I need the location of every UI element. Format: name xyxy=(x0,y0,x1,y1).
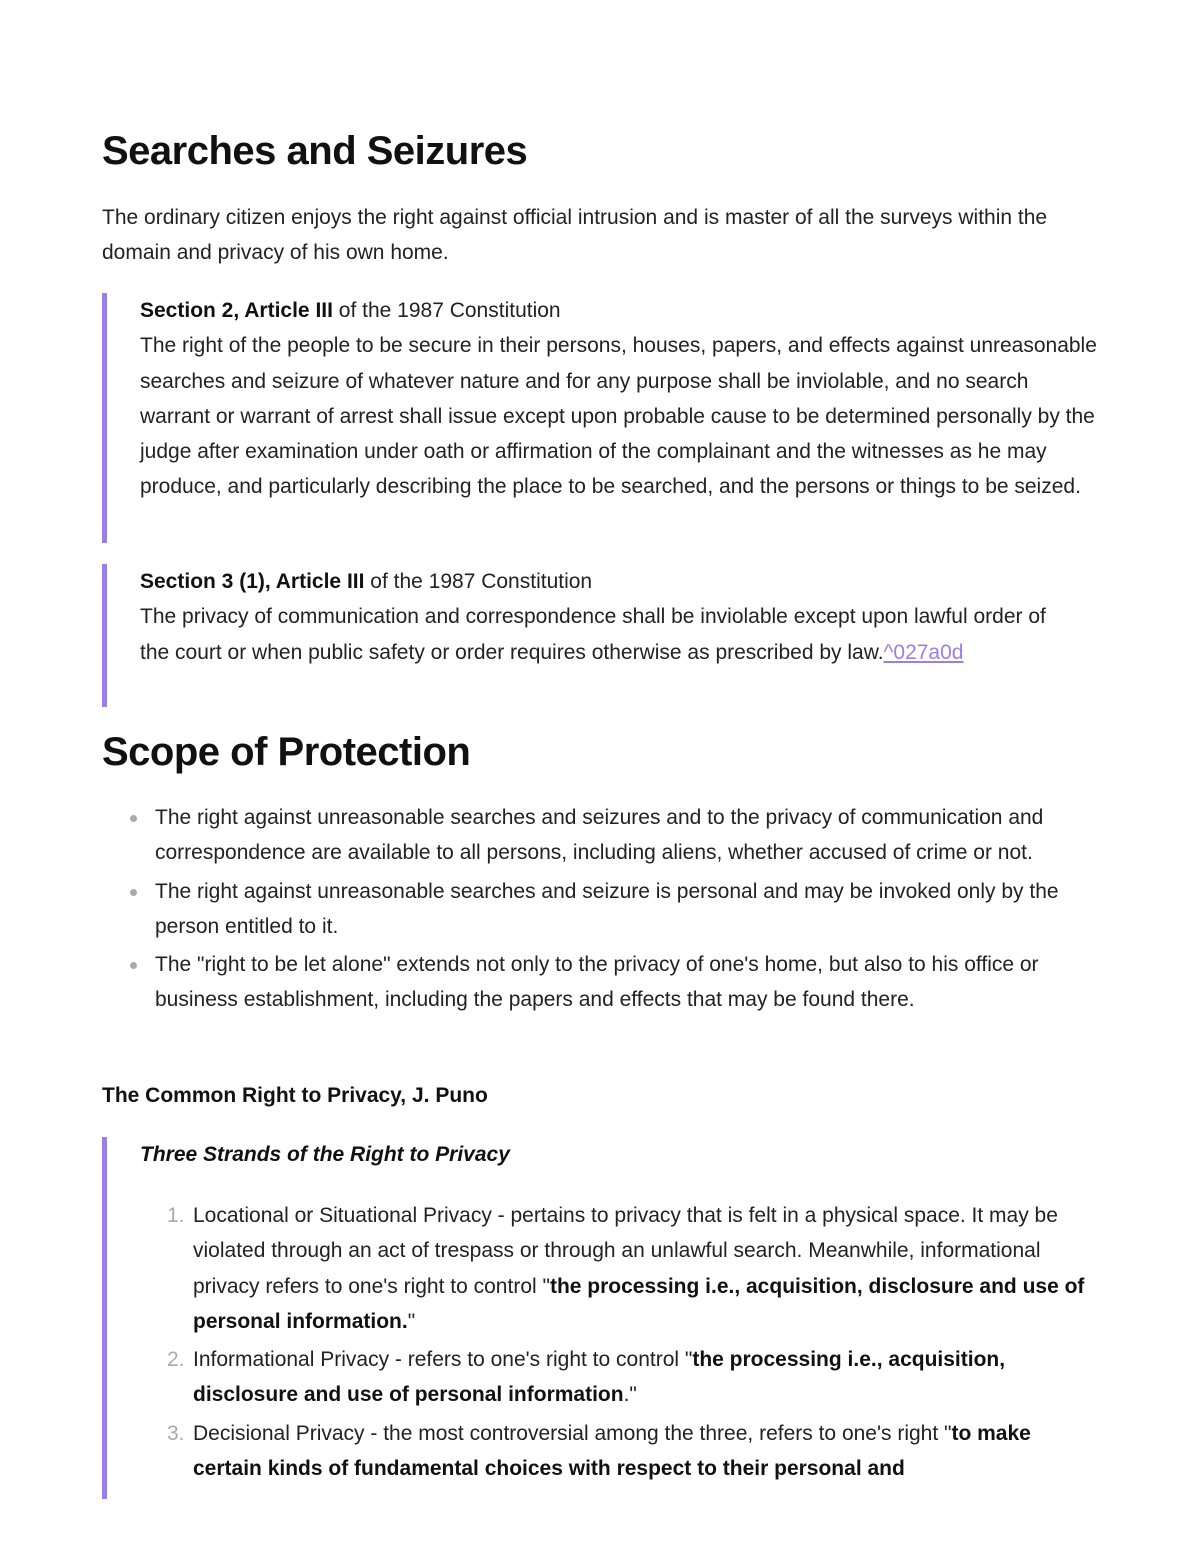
strands-title: Three Strands of the Right to Privacy xyxy=(140,1143,510,1166)
list-item xyxy=(130,800,1110,871)
blockquote-section-3 xyxy=(102,564,1100,707)
heading-searches-and-seizures: Searches and Seizures xyxy=(102,129,528,173)
quote-title-rest: of the 1987 Constitution xyxy=(364,570,593,593)
list-number: 3. xyxy=(167,1421,185,1445)
list-item xyxy=(130,947,1110,1018)
list-item xyxy=(140,1342,1100,1413)
quote-title-bold: Section 3 (1), Article III xyxy=(140,570,365,593)
scope-bullet-list xyxy=(130,800,1110,1021)
list-item xyxy=(140,1198,1100,1339)
quote-body xyxy=(140,599,1100,670)
list-item xyxy=(140,1416,1100,1487)
list-item-bold: the processing i.e., acquisition, disclosure and use of personal information xyxy=(193,1348,1006,1407)
blockquote-section-2 xyxy=(102,293,1100,543)
quote-title xyxy=(140,564,1100,599)
subheading-common-right-to-privacy: The Common Right to Privacy, J. Puno xyxy=(102,1084,488,1107)
list-item-tail: " xyxy=(407,1309,416,1333)
quote-body: The right of the people to be secure in their persons, houses, papers, and effects against unreasonable searches and seizure of whatever nature and for any purpose shall be inviolable, and no search warrant or warrant of arrest shall issue except upon probable cause to be determined personally by the judge after examination under oath or affirmation of the complainant and the witnesses as he may produce, and particularly describing the place to be searched, and the persons or things to be seized. xyxy=(140,334,1097,499)
intro-paragraph: The ordinary citizen enjoys the right against official intrusion and is master of all the surveys within the domain and privacy of his own home. xyxy=(102,206,1048,265)
list-item-text: The right against unreasonable searches and seizure is personal and may be invoked only by the person entitled to it. xyxy=(155,879,1059,938)
list-number: 1. xyxy=(167,1204,185,1227)
list-item-bold: the processing i.e., acquisition, disclosure and use of personal information. xyxy=(193,1274,1085,1333)
list-item-text: Informational Privacy - refers to one's right to control " xyxy=(193,1348,693,1372)
quote-body-text: The privacy of communication and correspondence shall be inviolable except upon lawful order of the court or when public safety or order requires otherwise as prescribed by law. xyxy=(140,605,1046,664)
quote-title-rest: of the 1987 Constitution xyxy=(332,299,561,322)
quote-title xyxy=(140,293,1100,328)
list-item-text: The "right to be let alone" extends not only to the privacy of one's home, but also to his office or business establishment, including the papers and effects that may be found there. xyxy=(155,953,1039,1012)
bullet-icon xyxy=(130,815,137,822)
quote-title-bold: Section 2, Article III xyxy=(140,299,333,322)
bullet-icon xyxy=(130,962,137,969)
strands-numbered-list xyxy=(140,1198,1100,1486)
list-item-tail: ." xyxy=(623,1383,637,1407)
blockquote-three-strands xyxy=(102,1137,1100,1499)
list-item-text: Decisional Privacy - the most controversial among the three, refers to one's right " xyxy=(193,1421,952,1445)
list-item-bold: to make certain kinds of fundamental choices with respect to their personal and xyxy=(193,1421,1031,1481)
list-number: 2. xyxy=(167,1348,185,1372)
bullet-icon xyxy=(130,889,137,896)
list-item-text: The right against unreasonable searches and seizures and to the privacy of communication and correspondence are available to all persons, including aliens, whether accused of crime or not. xyxy=(155,806,1044,865)
reference-link[interactable]: ^027a0d xyxy=(883,640,964,664)
heading-scope-of-protection: Scope of Protection xyxy=(102,730,471,774)
list-item xyxy=(130,874,1110,945)
list-item-text: Locational or Situational Privacy - pertains to privacy that is felt in a physical space. It may be violated through an act of trespass or through an unlawful search. Meanwhile, informational privacy refers to one's right to control " xyxy=(193,1204,1058,1298)
